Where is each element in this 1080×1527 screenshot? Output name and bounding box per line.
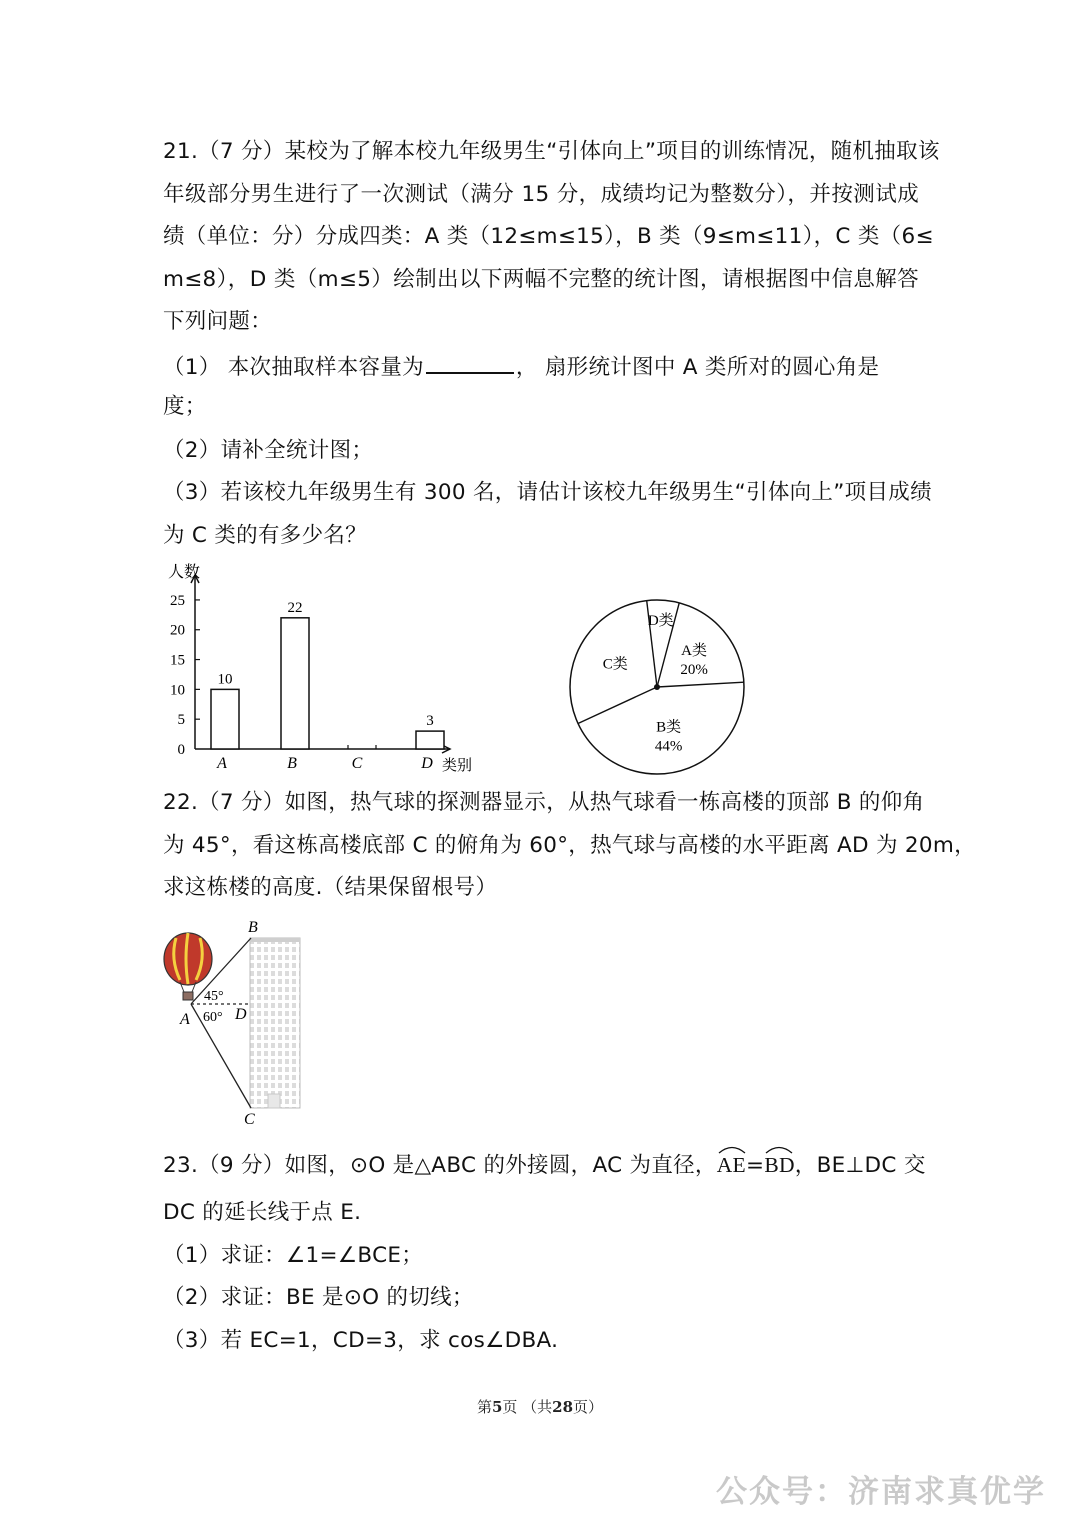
pie-label-D: D类 xyxy=(647,613,674,630)
answer-blank xyxy=(426,350,514,374)
q21-part1-cont: 度； xyxy=(163,394,207,419)
x-tick-label: D xyxy=(421,755,433,772)
q21-part1 xyxy=(163,350,919,383)
q21-line-4: m≤8），D 类（m≤5）绘制出以下两幅不完整的统计图，请根据图中信息解答 xyxy=(163,267,919,292)
q23-line-1-a: 23.（9 分）如图，⊙O 是△ABC 的外接圆，AC 为直径， xyxy=(163,1153,717,1178)
bar-D xyxy=(416,731,444,749)
page-number: 5 xyxy=(491,1398,503,1416)
q23-line-1 xyxy=(163,1150,926,1181)
pie-percent-B: 44% xyxy=(654,738,683,755)
q23-line-1-b: ，BE⊥DC 交 xyxy=(794,1153,926,1178)
arc-equals: = xyxy=(745,1153,765,1178)
bar-value-label: 10 xyxy=(217,671,233,688)
q23-line-2: DC 的延长线于点 E. xyxy=(163,1200,362,1225)
q21-part1-text-b: ， 扇形统计图中 A 类所对的圆心角是 xyxy=(515,355,880,380)
pie-label-A: A类 xyxy=(681,642,708,659)
bar-value-label: 22 xyxy=(287,599,303,616)
bar-B xyxy=(281,618,309,749)
label-D: D xyxy=(235,1006,247,1023)
q22-line-3: 求这栋楼的高度.（结果保留根号） xyxy=(163,875,498,900)
y-tick-label: 0 xyxy=(177,742,185,758)
bar-value-label: 3 xyxy=(426,713,434,730)
pie-center xyxy=(654,684,660,690)
q21-line-1: 21.（7 分）某校为了解本校九年级男生“引体向上”项目的训练情况，随机抽取该 xyxy=(163,139,940,164)
arc-BD: BD xyxy=(764,1150,794,1181)
y-tick-label: 20 xyxy=(170,622,185,639)
label-B: B xyxy=(248,919,258,936)
pie-percent-A: 20% xyxy=(680,661,708,678)
q22-line-1: 22.（7 分）如图，热气球的探测器显示，从热气球看一栋高楼的顶部 B 的仰角 xyxy=(163,790,925,815)
q21-line-5: 下列问题： xyxy=(163,309,273,334)
page-footer: 第5页 （共28页） xyxy=(476,1398,604,1416)
y-tick-label: 10 xyxy=(170,682,185,699)
building xyxy=(250,938,300,1108)
y-axis-label: 人数 xyxy=(168,564,201,581)
q23-part1: （1）求证：∠1=∠BCE； xyxy=(163,1243,424,1268)
total-pages: 28 xyxy=(552,1398,574,1416)
q21-part1-text-a: （1） 本次抽取样本容量为 xyxy=(163,355,424,380)
pie-chart xyxy=(566,598,748,780)
q21-line-2: 年级部分男生进行了一次测试（满分 15 分，成绩均记为整数分），并按测试成 xyxy=(163,182,919,207)
arc-AE: AE xyxy=(717,1150,746,1181)
pie-label-C: C类 xyxy=(602,656,628,673)
bar-chart xyxy=(160,558,510,780)
watermark: 公众号：济南求真优学 xyxy=(716,1474,1046,1510)
q21-part3-line-2: 为 C 类的有多少名？ xyxy=(163,523,367,548)
x-axis-label: 类别 xyxy=(442,758,473,774)
q23-part2: （2）求证：BE 是⊙O 的切线； xyxy=(163,1285,474,1310)
y-tick-label: 5 xyxy=(177,712,185,729)
q21-line-3: 绩（单位：分）分成四类：A 类（12≤m≤15），B 类（9≤m≤11），C 类（6≤ xyxy=(163,224,934,249)
x-tick-label: C xyxy=(351,755,363,772)
q22-line-2: 为 45°，看这栋高楼底部 C 的俯角为 60°，热气球与高楼的水平距离 AD 为 20m， xyxy=(163,833,976,858)
angle-60-label: 60° xyxy=(203,1010,223,1025)
angle-45-label: 45° xyxy=(204,989,224,1004)
label-A: A xyxy=(180,1011,190,1028)
q21-part3-line-1: （3）若该校九年级男生有 300 名，请估计该校九年级男生“引体向上”项目成绩 xyxy=(163,480,932,505)
label-C: C xyxy=(244,1111,255,1128)
balloon-building-figure xyxy=(158,914,308,1129)
y-tick-label: 25 xyxy=(170,592,185,609)
pie-label-B: B类 xyxy=(656,719,682,736)
q21-part2: （2）请补全统计图； xyxy=(163,438,374,463)
x-tick-label: A xyxy=(217,755,227,772)
q23-part3: （3）若 EC=1，CD=3，求 cos∠DBA. xyxy=(163,1328,559,1353)
y-tick-label: 15 xyxy=(170,652,185,669)
x-tick-label: B xyxy=(287,755,297,772)
bar-A xyxy=(211,689,239,749)
